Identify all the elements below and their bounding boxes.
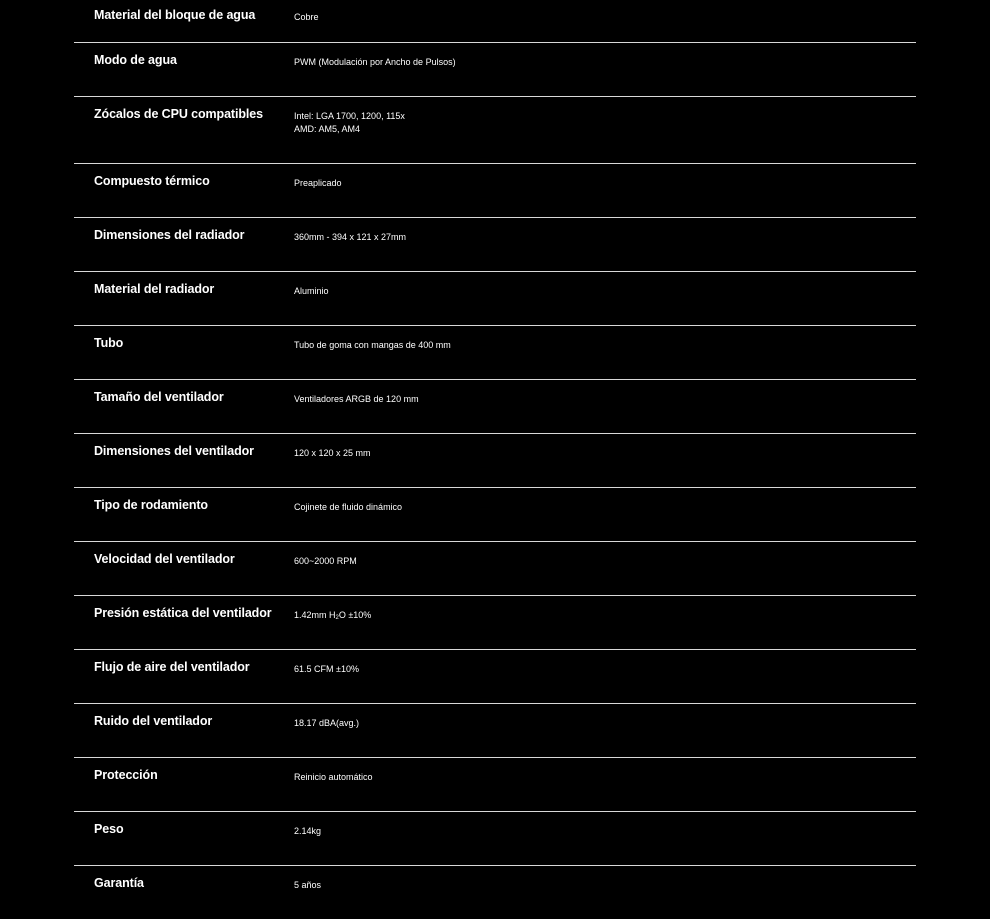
spec-label: Protección bbox=[94, 768, 158, 782]
spec-value-suffix: O ±10% bbox=[338, 610, 372, 620]
spec-row bbox=[74, 542, 916, 596]
spec-value: Cobre bbox=[294, 12, 319, 22]
spec-value: 61.5 CFM ±10% bbox=[294, 664, 359, 674]
spec-value-line: AMD: AM5, AM4 bbox=[294, 124, 361, 134]
spec-label: Material del bloque de agua bbox=[94, 8, 256, 22]
spec-row bbox=[74, 812, 916, 866]
spec-value bbox=[294, 609, 371, 622]
spec-value: 2.14kg bbox=[294, 826, 322, 836]
spec-label: Tipo de rodamiento bbox=[94, 498, 208, 512]
spec-value: 600~2000 RPM bbox=[294, 556, 357, 566]
spec-value: Cojinete de fluido dinámico bbox=[294, 502, 403, 512]
spec-value-subscript: 2 bbox=[335, 615, 339, 621]
spec-label: Modo de agua bbox=[94, 53, 177, 67]
spec-value: Reinicio automático bbox=[294, 772, 373, 782]
spec-row bbox=[74, 218, 916, 272]
spec-value: 18.17 dBA(avg.) bbox=[294, 718, 360, 728]
spec-row bbox=[74, 326, 916, 380]
spec-value-prefix: 1.42mm H bbox=[294, 610, 336, 620]
spec-label: Velocidad del ventilador bbox=[94, 552, 235, 566]
spec-row bbox=[74, 596, 916, 650]
spec-value: Tubo de goma con mangas de 400 mm bbox=[294, 340, 451, 350]
spec-row bbox=[74, 164, 916, 218]
spec-label: Garantía bbox=[94, 876, 144, 890]
spec-label: Presión estática del ventilador bbox=[94, 606, 272, 620]
spec-label: Material del radiador bbox=[94, 282, 215, 296]
spec-table bbox=[74, 0, 916, 919]
spec-row bbox=[74, 758, 916, 812]
spec-row bbox=[74, 272, 916, 326]
spec-row bbox=[74, 650, 916, 704]
spec-label: Zócalos de CPU compatibles bbox=[94, 107, 263, 121]
spec-label: Tubo bbox=[94, 336, 124, 350]
spec-label: Flujo de aire del ventilador bbox=[94, 660, 250, 674]
spec-value: PWM (Modulación por Ancho de Pulsos) bbox=[294, 57, 456, 67]
spec-row bbox=[74, 434, 916, 488]
spec-value: Preaplicado bbox=[294, 178, 342, 188]
spec-label: Ruido del ventilador bbox=[94, 714, 213, 728]
spec-row bbox=[74, 380, 916, 434]
spec-value: 120 x 120 x 25 mm bbox=[294, 448, 371, 458]
spec-label: Dimensiones del ventilador bbox=[94, 444, 254, 458]
spec-value: Ventiladores ARGB de 120 mm bbox=[294, 394, 419, 404]
spec-label: Tamaño del ventilador bbox=[94, 390, 224, 404]
spec-row bbox=[74, 488, 916, 542]
spec-label: Peso bbox=[94, 822, 124, 836]
spec-row bbox=[74, 0, 916, 43]
spec-row bbox=[74, 866, 916, 919]
spec-value: Aluminio bbox=[294, 286, 329, 296]
spec-row bbox=[74, 704, 916, 758]
spec-value: 360mm - 394 x 121 x 27mm bbox=[294, 232, 407, 242]
spec-value-line: Intel: LGA 1700, 1200, 115x bbox=[294, 111, 405, 121]
spec-row bbox=[74, 97, 916, 164]
spec-row bbox=[74, 43, 916, 97]
spec-label: Dimensiones del radiador bbox=[94, 228, 245, 242]
spec-label: Compuesto térmico bbox=[94, 174, 210, 188]
spec-value: 5 años bbox=[294, 880, 322, 890]
spec-value bbox=[294, 110, 405, 136]
